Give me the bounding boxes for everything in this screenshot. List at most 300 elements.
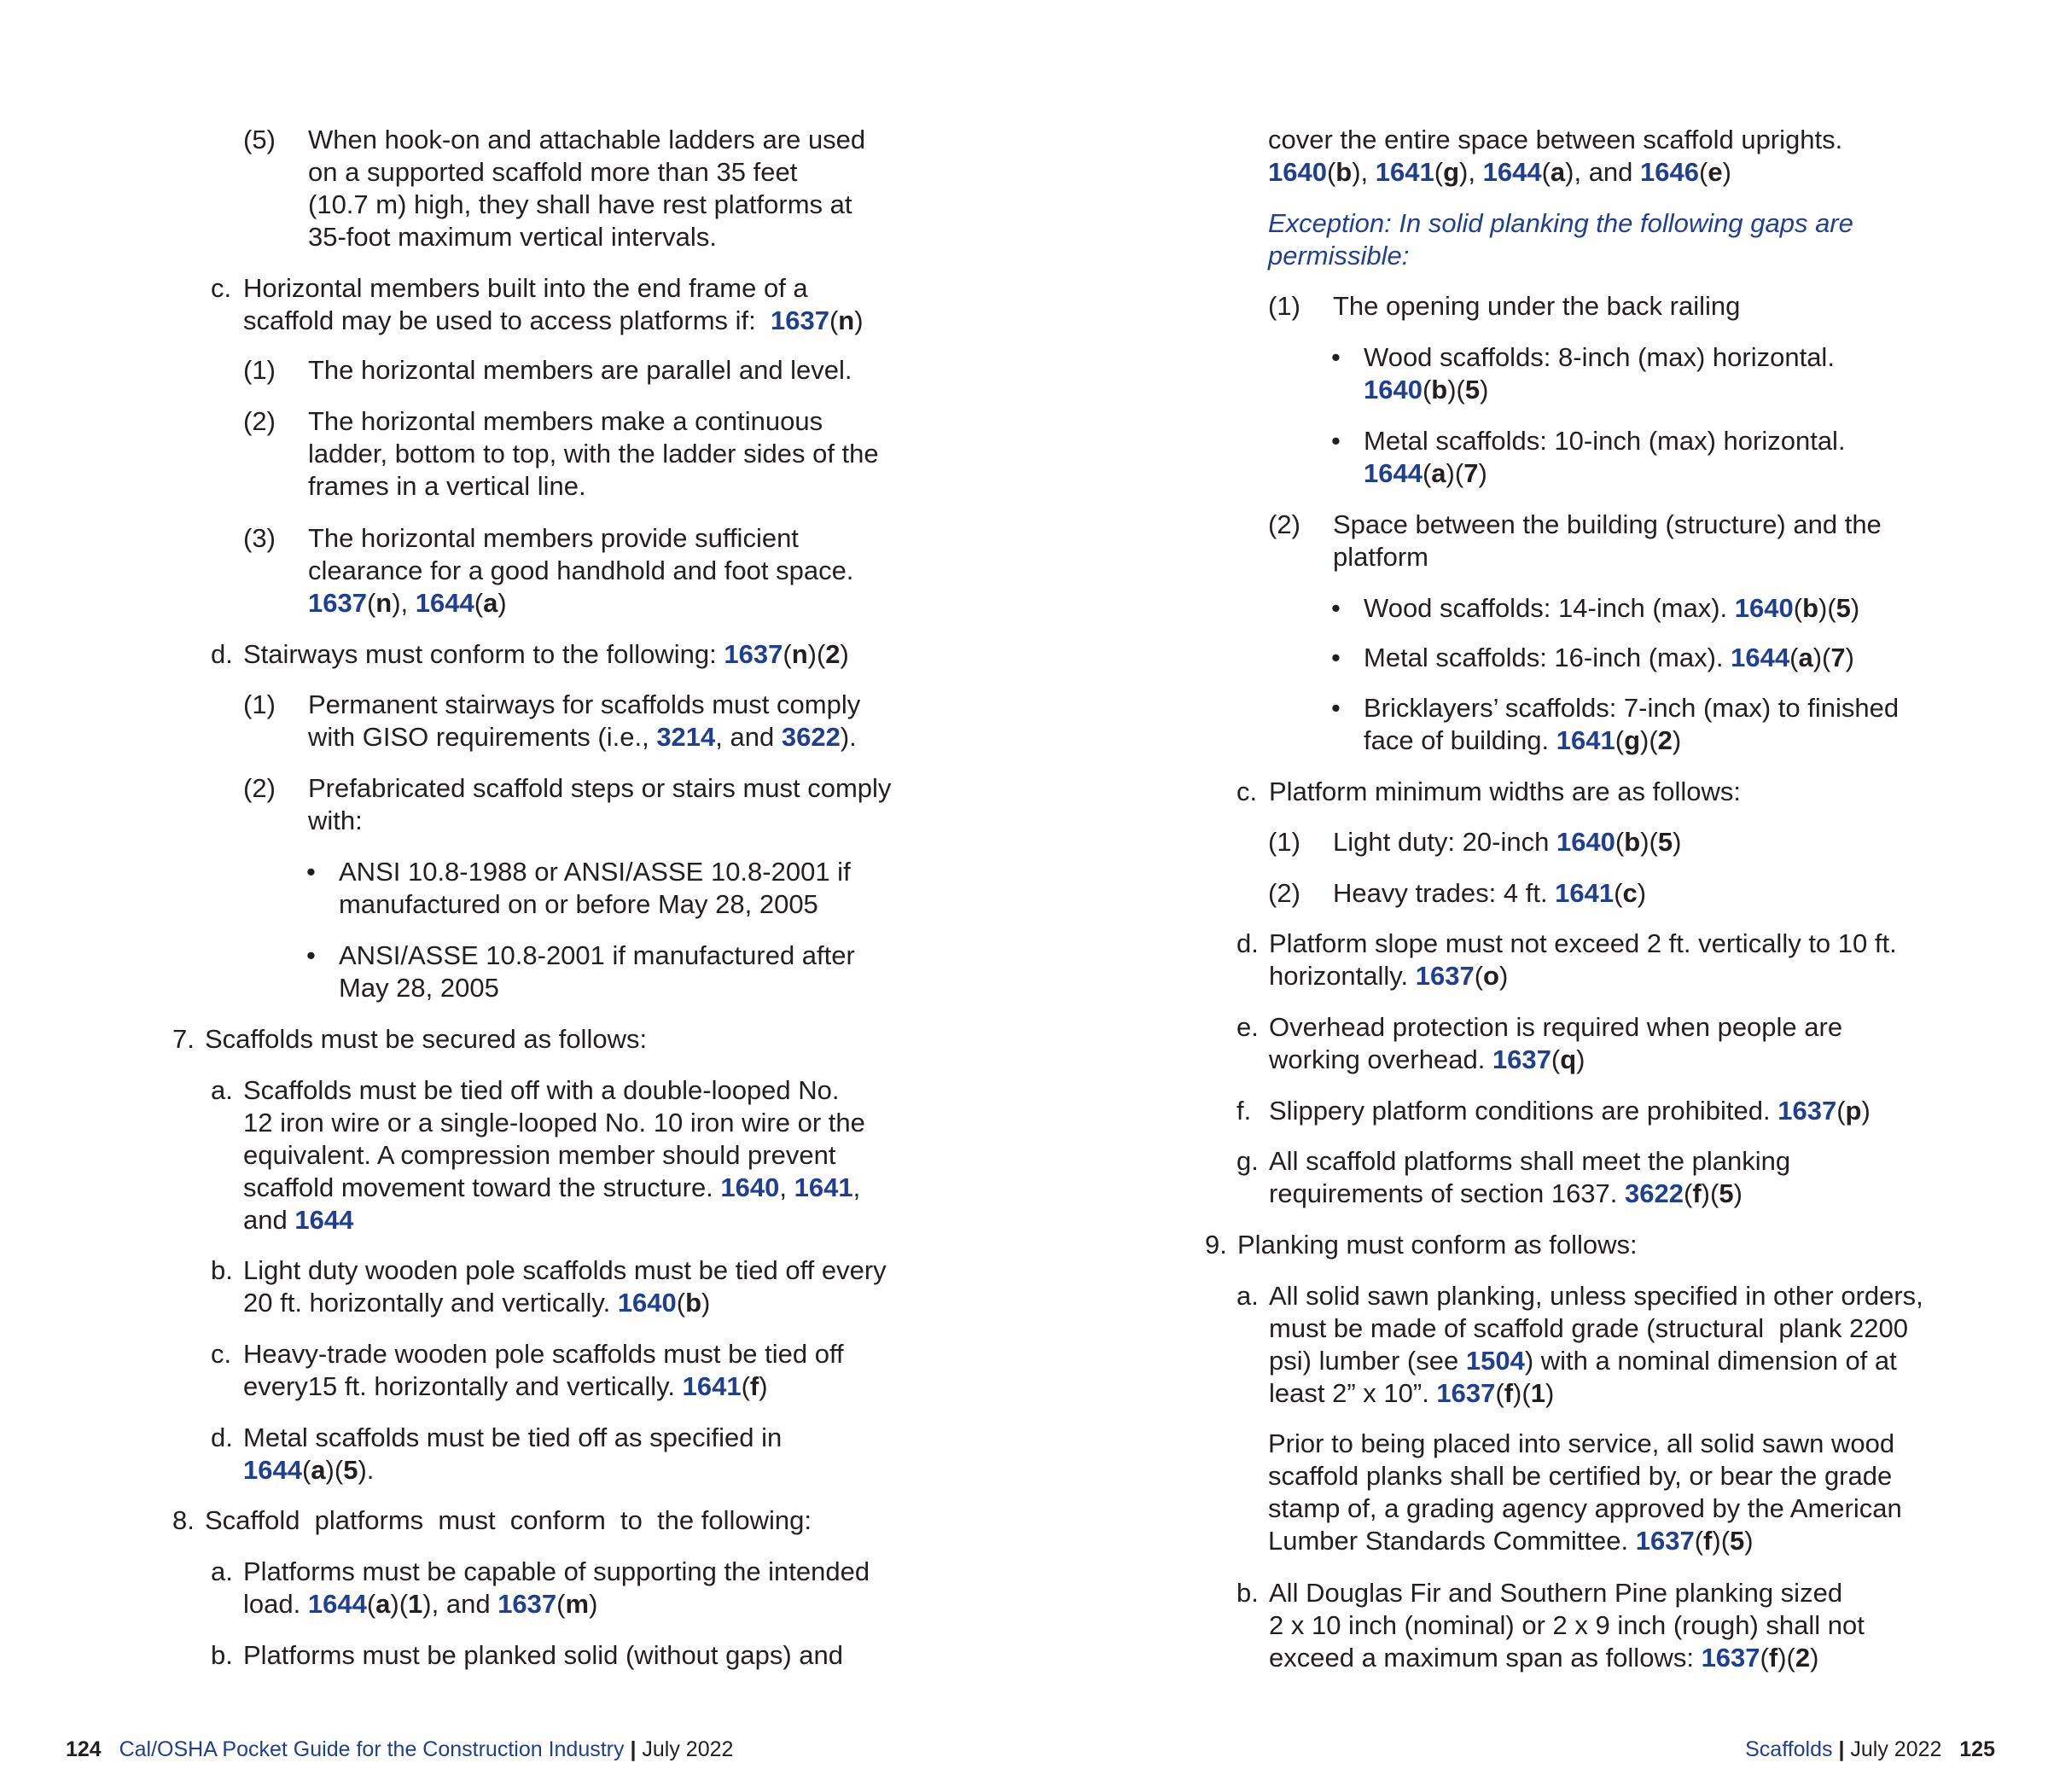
text-run: face of building. — [1364, 725, 1556, 755]
list-item — [211, 1074, 865, 1236]
text-run: ( — [1551, 1044, 1561, 1074]
text-line — [308, 470, 879, 503]
text-run: ( — [1836, 1096, 1846, 1126]
subsection-letter: q — [1560, 1044, 1577, 1074]
text-line — [1268, 1460, 1902, 1492]
text-run: exceed a maximum span as follows: — [1269, 1643, 1702, 1673]
text-run: 35-foot maximum vertical intervals. — [308, 222, 717, 252]
text-line — [243, 1338, 844, 1370]
text-line — [1269, 1095, 1871, 1127]
subsection-letter: n — [838, 305, 855, 335]
text-line — [1268, 156, 1842, 189]
text-line — [243, 1556, 870, 1588]
regulation-reference: 1644 — [1482, 157, 1542, 187]
item-marker: a. — [1236, 1281, 1259, 1311]
text-line — [339, 940, 855, 972]
text-run: ( — [1760, 1643, 1769, 1673]
text-run: Light duty: 20-inch — [1333, 827, 1556, 857]
regulation-reference: 1640 — [617, 1288, 677, 1318]
guide-title: Cal/OSHA Pocket Guide for the Construction Industry — [119, 1737, 625, 1761]
text-run: ( — [1474, 961, 1484, 991]
text-line — [1269, 1044, 1842, 1076]
list-item — [211, 1639, 843, 1672]
text-run: The horizontal members provide sufficient — [308, 523, 799, 553]
text-line — [1364, 592, 1859, 625]
text-line — [243, 1107, 865, 1139]
text-run: Metal scaffolds: 10-inch (max) horizontal. — [1364, 426, 1846, 456]
text-line — [1268, 207, 1853, 240]
item-marker: a. — [211, 1075, 233, 1105]
text-run: must be made of scaffold grade (structural plank 2200 — [1269, 1313, 1909, 1343]
text-line — [339, 856, 851, 888]
subsection-letter: 2 — [1657, 725, 1673, 755]
text-run: equivalent. A compression member should prevent — [243, 1140, 836, 1170]
subsection-letter: f — [1768, 1643, 1778, 1673]
section-name: Scaffolds — [1745, 1737, 1833, 1761]
text-line — [308, 124, 865, 156]
text-line — [243, 1588, 870, 1620]
regulation-reference: 1644 — [307, 1589, 367, 1619]
subsection-letter: 1 — [1530, 1378, 1545, 1408]
text-line — [243, 1172, 865, 1204]
text-line — [308, 438, 879, 470]
regulation-reference: 1644 — [243, 1455, 302, 1485]
list-item — [172, 1023, 647, 1056]
text-run: ( — [1541, 157, 1551, 187]
paragraph — [1268, 1428, 1902, 1557]
list-item — [1268, 290, 1740, 323]
text-run: 12 iron wire or a single-looped No. 10 iron wire or the — [243, 1108, 865, 1137]
item-marker: d. — [211, 1423, 233, 1452]
text-run: requirements of section 1637. — [1269, 1178, 1626, 1208]
text-run: ( — [366, 1589, 376, 1619]
subsection-letter: f — [749, 1371, 759, 1401]
text-run: clearance for a good handhold and foot space. — [308, 556, 854, 585]
text-run: ( — [741, 1371, 750, 1401]
regulation-reference: 1637 — [1415, 961, 1475, 991]
text-run: Wood scaffolds: 14-inch (max). — [1364, 593, 1735, 623]
text-run: ( — [1615, 725, 1625, 755]
regulation-reference: 1640 — [720, 1172, 780, 1202]
text-line — [205, 1504, 812, 1537]
item-marker: (2) — [243, 406, 276, 436]
item-marker: g. — [1236, 1146, 1259, 1176]
list-item — [1236, 1577, 1865, 1674]
text-line — [1333, 877, 1646, 910]
item-marker: b. — [211, 1255, 233, 1285]
regulation-reference: 1637 — [1635, 1526, 1695, 1556]
subsection-letter: 5 — [1836, 593, 1851, 623]
text-line — [308, 354, 852, 387]
text-line — [243, 1254, 887, 1287]
text-run: ) — [497, 588, 507, 618]
text-run: ( — [783, 639, 792, 669]
right-page — [1024, 0, 2048, 1792]
text-run: All scaffold platforms shall meet the planking — [1269, 1146, 1791, 1176]
subsection-letter: b — [685, 1288, 702, 1318]
text-line — [243, 1074, 865, 1107]
text-line — [243, 1454, 782, 1487]
regulation-reference: 1641 — [1556, 725, 1615, 755]
subsection-letter: 5 — [1464, 375, 1481, 404]
text-line — [308, 587, 853, 620]
text-line — [1268, 240, 1853, 272]
text-run: ) — [1861, 1096, 1871, 1126]
subsection-letter: 5 — [1657, 827, 1673, 857]
text-run: Permanent stairways for scaffolds must comply — [308, 689, 861, 719]
text-run: ) — [854, 305, 864, 335]
text-run: scaffold planks shall be certified by, or bear the grade — [1268, 1461, 1893, 1491]
text-line — [1364, 425, 1846, 457]
text-run: Exception: In solid planking the following gaps are — [1268, 208, 1853, 238]
text-line — [1268, 1428, 1902, 1460]
text-line — [1364, 374, 1835, 406]
right-footer — [1745, 1736, 1995, 1763]
text-run: Heavy-trade wooden pole scaffolds must be tied off — [243, 1339, 844, 1369]
item-marker: c. — [1236, 777, 1258, 806]
footer-date: July 2022 — [642, 1737, 734, 1761]
text-run: ( — [676, 1288, 686, 1318]
subsection-letter: c — [1622, 878, 1638, 908]
text-run: )( — [325, 1455, 344, 1485]
item-marker: (2) — [1268, 878, 1300, 908]
item-marker: 8. — [172, 1505, 195, 1535]
text-run: ), — [1352, 157, 1376, 187]
text-run: )( — [1712, 1526, 1731, 1556]
item-marker: (1) — [1268, 827, 1300, 857]
text-run: When hook-on and attachable ladders are used — [308, 125, 866, 154]
text-run: ( — [366, 588, 376, 618]
text-run: ), and — [1565, 157, 1641, 187]
text-run: ) — [1498, 961, 1509, 991]
text-run: Platforms must be capable of supporting the intended — [243, 1556, 870, 1586]
footer-separator: | — [1832, 1737, 1851, 1761]
text-run: ( — [301, 1455, 311, 1485]
text-line — [1269, 1345, 1923, 1377]
regulation-reference: 1641 — [794, 1172, 853, 1202]
text-run: scaffold may be used to access platforms if: — [243, 305, 771, 335]
list-item — [211, 272, 864, 337]
text-run: ) — [1478, 458, 1487, 488]
text-run: ( — [1614, 878, 1623, 908]
regulation-reference: 1637 — [1436, 1378, 1496, 1408]
text-run: manufactured on or before May 28, 2005 — [339, 889, 818, 919]
regulation-reference: 1641 — [1375, 157, 1434, 187]
list-item — [306, 940, 855, 1004]
text-run: ladder, bottom to top, with the ladder sides of the — [308, 439, 879, 468]
text-line — [1269, 1178, 1790, 1210]
text-run: , — [779, 1172, 794, 1202]
item-marker: d. — [211, 639, 233, 669]
text-run: platform — [1333, 542, 1428, 572]
text-line — [243, 1422, 782, 1454]
bullet-marker: • — [1331, 693, 1341, 723]
text-line — [1333, 509, 1882, 541]
text-line — [1268, 1492, 1902, 1525]
text-run: )( — [1812, 643, 1831, 672]
text-line — [1269, 1377, 1923, 1410]
text-run: ( — [1495, 1378, 1504, 1408]
text-run: Light duty wooden pole scaffolds must be tied off every — [243, 1255, 887, 1285]
page-number: 124 — [66, 1737, 102, 1761]
text-run: Metal scaffolds: 16-inch (max). — [1364, 643, 1731, 672]
text-run: )( — [390, 1589, 409, 1619]
list-item — [1236, 1280, 1923, 1410]
text-run: ), — [1459, 157, 1483, 187]
text-run: Scaffolds must be secured as follows: — [205, 1024, 648, 1054]
bullet-marker: • — [1331, 426, 1341, 456]
item-marker: 7. — [172, 1024, 195, 1054]
text-run: ( — [1793, 593, 1803, 623]
subsection-letter: f — [1703, 1526, 1713, 1556]
text-run: psi) lumber (see — [1269, 1346, 1466, 1376]
text-line — [308, 522, 853, 555]
bullet-marker: • — [306, 857, 316, 887]
list-item — [1236, 776, 1741, 808]
text-run: Metal scaffolds must be tied off as specified in — [243, 1423, 783, 1452]
item-marker: (1) — [243, 689, 276, 719]
text-run: Lumber Standards Committee. — [1268, 1526, 1636, 1556]
item-marker: d. — [1236, 928, 1259, 958]
list-item — [1236, 1145, 1790, 1210]
text-line — [205, 1023, 647, 1056]
text-line — [308, 189, 865, 221]
list-item — [1268, 124, 1842, 189]
text-run: ) — [1480, 375, 1489, 404]
text-run: ) — [840, 639, 849, 669]
text-run: ). — [358, 1455, 375, 1485]
regulation-reference: 1640 — [1734, 593, 1794, 623]
exception-note — [1268, 207, 1853, 272]
subsection-letter: b — [1802, 593, 1818, 623]
text-run: , — [852, 1172, 861, 1202]
text-run: Platform slope must not exceed 2 ft. vertically to 10 ft. — [1269, 928, 1897, 958]
list-item — [211, 1338, 844, 1403]
regulation-reference: 1637 — [1492, 1044, 1551, 1074]
text-run: )( — [1446, 458, 1464, 488]
text-line — [243, 1287, 887, 1319]
item-marker: c. — [211, 273, 232, 303]
text-run: ANSI/ASSE 10.8-2001 if manufactured after — [339, 940, 855, 970]
text-line — [1269, 1011, 1842, 1044]
subsection-letter: 2 — [1795, 1643, 1811, 1673]
subsection-letter: b — [1431, 375, 1448, 404]
regulation-reference: 1641 — [682, 1371, 742, 1401]
list-item — [1236, 1011, 1842, 1076]
text-run: ( — [1422, 375, 1432, 404]
text-run: ( — [1694, 1526, 1704, 1556]
footer-separator: | — [624, 1737, 643, 1761]
text-run: Prefabricated scaffold steps or stairs must comply — [308, 773, 892, 803]
text-run: ) — [1722, 157, 1731, 187]
text-run: Heavy trades: 4 ft. — [1333, 878, 1556, 908]
text-run: ANSI 10.8-1988 or ANSI/ASSE 10.8-2001 if — [339, 857, 851, 887]
text-run: )( — [1513, 1378, 1531, 1408]
text-run: ( — [1326, 157, 1336, 187]
text-run: The opening under the back railing — [1333, 291, 1741, 321]
regulation-reference: 3622 — [781, 722, 841, 752]
text-run: on a supported scaffold more than 35 feet — [308, 157, 798, 187]
text-line — [243, 1204, 865, 1236]
subsection-letter: p — [1845, 1096, 1862, 1126]
text-line — [308, 772, 891, 805]
item-marker: (1) — [1268, 291, 1300, 321]
item-marker: f. — [1236, 1096, 1252, 1126]
text-run: )( — [1640, 827, 1658, 857]
text-line — [243, 1139, 865, 1172]
text-line — [1268, 124, 1842, 156]
list-item — [1268, 826, 1681, 858]
subsection-letter: 7 — [1463, 458, 1479, 488]
bullet-marker: • — [306, 940, 316, 970]
text-run: ( — [1789, 643, 1799, 672]
text-run: Overhead protection is required when people are — [1269, 1012, 1843, 1042]
text-run: Horizontal members built into the end frame of a — [243, 273, 808, 303]
text-run: ) with a nominal dimension of at — [1524, 1346, 1897, 1376]
list-item — [1236, 1095, 1871, 1127]
text-run: ) — [589, 1589, 598, 1619]
text-run: and — [243, 1205, 295, 1235]
text-line — [308, 721, 860, 753]
text-run: 2 x 10 inch (nominal) or 2 x 9 inch (rough) shall not — [1269, 1610, 1865, 1640]
item-marker: (2) — [1268, 509, 1300, 539]
subsection-letter: o — [1483, 961, 1499, 991]
regulation-reference: 1646 — [1640, 157, 1699, 187]
text-run: May 28, 2005 — [339, 973, 499, 1003]
subsection-letter: n — [375, 588, 393, 618]
subsection-letter: g — [1443, 157, 1460, 187]
subsection-letter: a — [1798, 643, 1813, 672]
text-run: ) — [1850, 593, 1860, 623]
text-run: ) — [1845, 643, 1854, 672]
text-line — [1269, 1642, 1865, 1674]
text-line — [308, 405, 879, 438]
bullet-marker: • — [1331, 593, 1341, 623]
subsection-letter: 2 — [825, 639, 841, 669]
list-item — [172, 1504, 812, 1537]
text-run: Platforms must be planked solid (without gaps) and — [243, 1640, 844, 1670]
text-run: , and — [715, 722, 782, 752]
text-run: load. — [243, 1589, 308, 1619]
regulation-reference: 1637 — [497, 1589, 557, 1619]
regulation-reference: 1644 — [294, 1205, 354, 1235]
text-run: frames in a vertical line. — [308, 471, 586, 501]
regulation-reference: 1637 — [1701, 1643, 1760, 1673]
bullet-marker: • — [1331, 342, 1341, 372]
text-run: ) — [1744, 1526, 1754, 1556]
text-line — [1269, 928, 1897, 960]
text-run: ) — [1637, 878, 1647, 908]
text-run: ( — [829, 305, 839, 335]
text-run: )( — [1701, 1178, 1719, 1208]
text-run: ). — [840, 722, 857, 752]
regulation-reference: 1640 — [1556, 827, 1615, 857]
text-run: All Douglas Fir and Southern Pine planking sized — [1269, 1578, 1843, 1608]
left-footer — [66, 1736, 733, 1763]
text-run: with GISO requirements (i.e., — [308, 722, 657, 752]
text-run: working overhead. — [1269, 1044, 1492, 1074]
text-line — [1269, 776, 1741, 808]
regulation-reference: 1637 — [1777, 1096, 1837, 1126]
list-item — [1268, 509, 1882, 573]
regulation-reference: 1640 — [1268, 157, 1327, 187]
subsection-letter: b — [1335, 157, 1353, 187]
list-item — [306, 856, 851, 921]
text-run: stamp of, a grading agency approved by the American — [1268, 1493, 1902, 1523]
text-line — [339, 888, 851, 921]
subsection-letter: 7 — [1830, 643, 1846, 672]
item-marker: c. — [211, 1339, 232, 1369]
subsection-letter: f — [1504, 1378, 1514, 1408]
regulation-reference: 1637 — [308, 588, 367, 618]
text-run: ( — [1615, 827, 1625, 857]
text-run: The horizontal members make a continuous — [308, 406, 823, 436]
text-run: Stairways must conform to the following: — [243, 639, 724, 669]
subsection-letter: g — [1624, 725, 1640, 755]
subsection-letter: e — [1708, 157, 1723, 187]
text-run: Scaffold platforms must conform to the following: — [205, 1505, 812, 1535]
text-run: )( — [1640, 725, 1658, 755]
text-run: horizontally. — [1269, 961, 1416, 991]
text-run: ( — [556, 1589, 566, 1619]
regulation-reference: 1637 — [771, 305, 829, 335]
text-run: Space between the building (structure) and the — [1333, 509, 1882, 539]
text-run: Prior to being placed into service, all solid sawn wood — [1268, 1428, 1895, 1458]
text-line — [1364, 724, 1899, 757]
text-line — [1364, 642, 1854, 674]
subsection-letter: 1 — [408, 1589, 423, 1619]
text-run: ) — [701, 1288, 711, 1318]
regulation-reference: 1637 — [724, 639, 783, 669]
text-run: cover the entire space between scaffold uprights. — [1268, 125, 1843, 154]
text-run: Planking must conform as follows: — [1237, 1230, 1638, 1260]
subsection-letter: 5 — [1719, 1178, 1734, 1208]
subsection-letter: n — [791, 639, 808, 669]
subsection-letter: a — [483, 588, 498, 618]
list-item — [243, 124, 865, 253]
text-line — [1364, 341, 1835, 374]
subsection-letter: 5 — [343, 1455, 358, 1485]
list-item — [211, 638, 849, 671]
item-marker: a. — [211, 1556, 233, 1586]
text-line — [243, 1639, 843, 1672]
text-line — [1269, 1312, 1923, 1345]
text-run: Platform minimum widths are as follows: — [1269, 777, 1741, 806]
text-line — [339, 972, 855, 1004]
text-line — [1269, 1280, 1923, 1312]
subsection-letter: f — [1692, 1178, 1702, 1208]
list-item — [243, 522, 853, 620]
list-item — [1331, 692, 1899, 757]
item-marker: (2) — [243, 773, 276, 803]
list-item — [1236, 928, 1897, 992]
text-line — [1269, 1577, 1865, 1609]
text-run: (10.7 m) high, they shall have rest platforms at — [308, 189, 852, 219]
text-run: ) — [759, 1371, 768, 1401]
text-run: scaffold movement toward the structure. — [243, 1172, 721, 1202]
text-run: every15 ft. horizontally and vertically. — [243, 1371, 683, 1401]
text-line — [1333, 541, 1882, 573]
text-run: permissible: — [1268, 241, 1410, 271]
text-run: Scaffolds must be tied off with a double-looped No. — [243, 1075, 840, 1105]
text-run: with: — [308, 806, 363, 835]
text-run: ) — [1733, 1178, 1743, 1208]
text-run: ( — [1684, 1178, 1693, 1208]
text-run: ) — [1576, 1044, 1585, 1074]
text-line — [1268, 1525, 1902, 1557]
text-line — [308, 555, 853, 587]
item-marker: (1) — [243, 355, 276, 385]
